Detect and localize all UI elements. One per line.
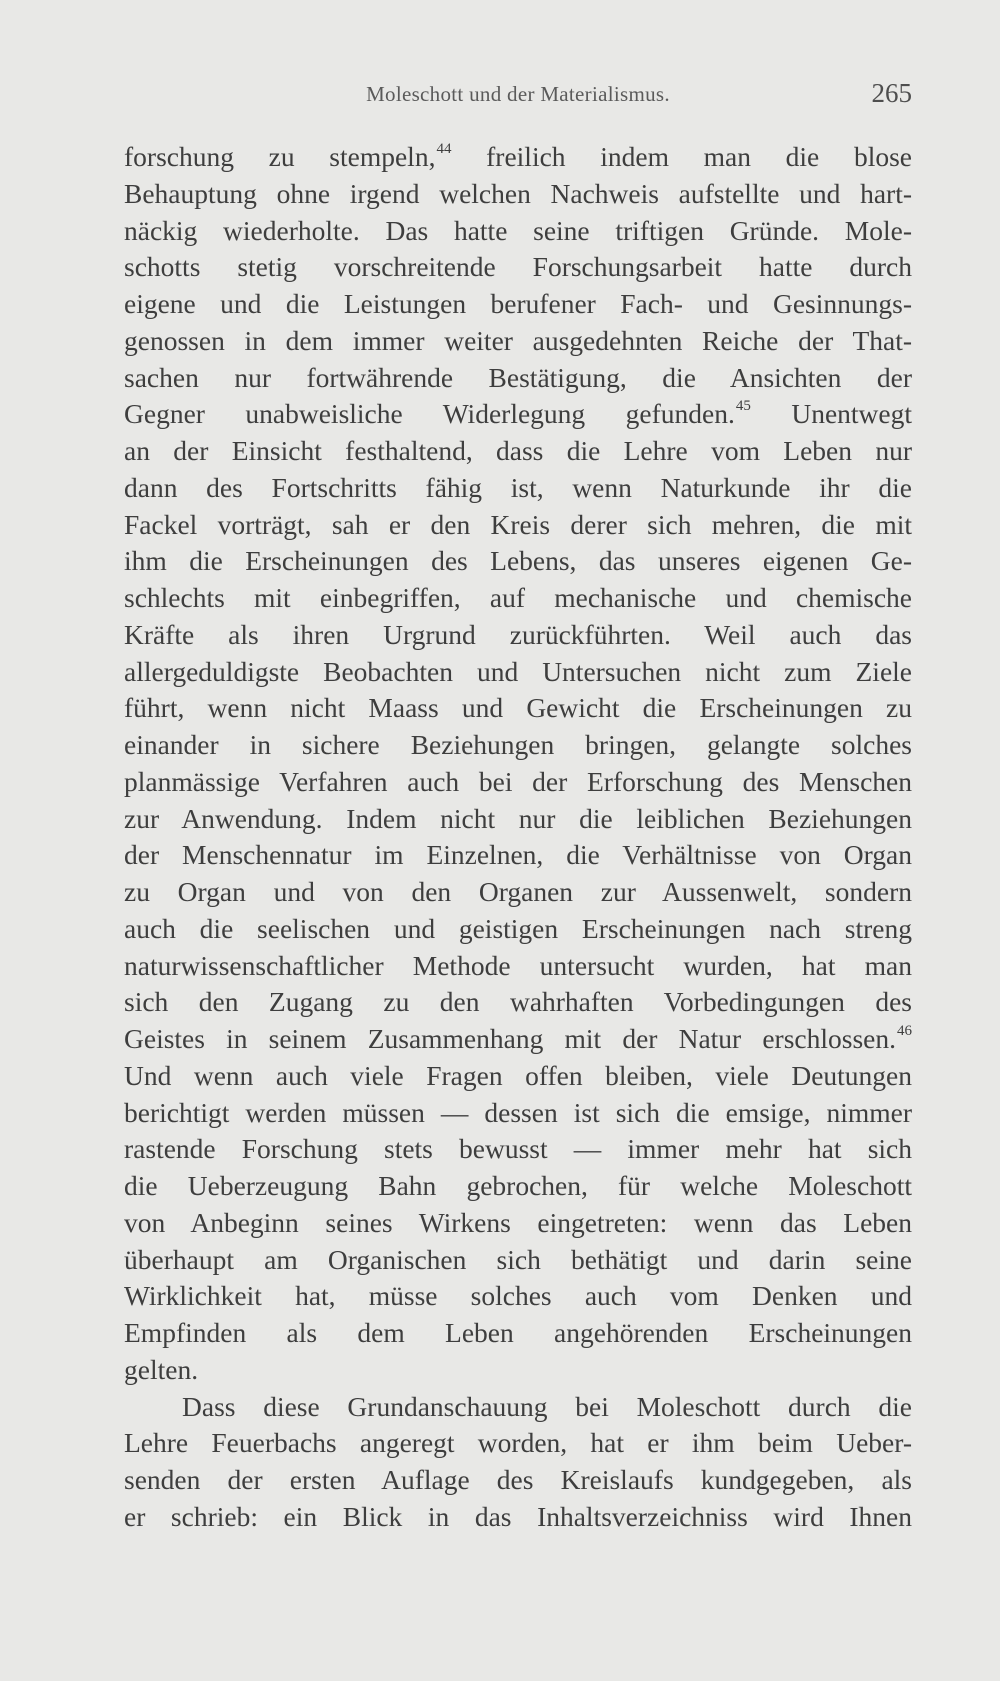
footnote-ref: 44 (436, 141, 452, 157)
text-line: schotts stetig vorschreitende Forschungsarbeit hatte durch (124, 251, 912, 283)
text-line: Fackel vorträgt, sah er den Kreis derer sich mehren, die mit (124, 508, 912, 540)
line-text: Gegner unabweisliche Widerlegung gefunden. (124, 398, 735, 430)
text-line: Behauptung ohne irgend welchen Nachweis aufstellte und hart- (124, 177, 912, 209)
line-text: Geistes in seinem Zusammenhang mit der Natur erschlossen. (124, 1023, 896, 1054)
text-line: sich den Zugang zu den wahrhaften Vorbedingungen des (124, 986, 912, 1018)
line-text: Unentwegt (791, 398, 912, 430)
footnote-ref: 45 (735, 398, 751, 415)
text-line (124, 396, 912, 433)
text-line: zur Anwendung. Indem nicht nur die leiblichen Beziehungen (124, 802, 912, 834)
line-text: freilich indem man die blose (486, 141, 912, 172)
running-head: Moleschott und der Materialismus. (366, 82, 670, 106)
text-line: an der Einsicht festhaltend, dass die Lehre vom Leben nur (124, 435, 912, 466)
text-line: allergeduldigste Beobachten und Untersuchen nicht zum Ziele (124, 655, 912, 687)
body-text (124, 139, 912, 1536)
text-line: gelten. (124, 1353, 199, 1385)
text-line: dann des Fortschritts fähig ist, wenn Naturkunde ihr die (124, 471, 912, 503)
text-line: genossen in dem immer weiter ausgedehnten Reiche der That- (124, 324, 912, 356)
text-line: von Anbeginn seines Wirkens eingetreten: wenn das Leben (124, 1206, 912, 1238)
text-line: auch die seelischen und geistigen Erscheinungen nach streng (124, 912, 912, 944)
text-line: Lehre Feuerbachs angeregt worden, hat er ihm beim Ueber- (124, 1427, 912, 1459)
text-line: Kräfte als ihren Urgrund zurückführten. Weil auch das (124, 618, 912, 650)
text-line: Und wenn auch viele Fragen offen bleiben, viele Deutungen (124, 1059, 912, 1091)
text-line: Dass diese Grundanschauung bei Moleschott durch die (182, 1390, 912, 1422)
text-line: näckig wiederholte. Das hatte seine triftigen Gründe. Mole- (124, 214, 912, 246)
text-line: sachen nur fortwährende Bestätigung, die Ansichten der (124, 361, 912, 393)
text-line: die Ueberzeugung Bahn gebrochen, für welche Moleschott (124, 1170, 912, 1201)
text-line: schlechts mit einbegriffen, auf mechanische und chemische (124, 582, 912, 613)
page-header (124, 76, 912, 116)
text-line: planmässige Verfahren auch bei der Erforschung des Menschen (124, 765, 912, 797)
page-number: 265 (871, 78, 912, 108)
text-line: Empfinden als dem Leben angehörenden Erscheinungen (124, 1317, 912, 1348)
text-line: einander in sichere Beziehungen bringen, gelangte solches (124, 729, 912, 760)
text-line: naturwissenschaftlicher Methode untersucht wurden, hat man (124, 949, 912, 981)
text-line: senden der ersten Auflage des Kreislaufs kundgegeben, als (124, 1464, 912, 1495)
line-text: forschung zu stempeln, (124, 141, 436, 172)
text-line: überhaupt am Organischen sich bethätigt und darin seine (124, 1243, 912, 1275)
text-line: eigene und die Leistungen berufener Fach- und Gesinnungs- (124, 288, 912, 319)
text-line: zu Organ und von den Organen zur Aussenwelt, sondern (124, 876, 912, 907)
text-line (124, 1021, 912, 1058)
text-line: er schrieb: ein Blick in das Inhaltsverzeichniss wird Ihnen (124, 1500, 912, 1532)
text-line: berichtigt werden müssen — dessen ist sich die emsige, nimmer (124, 1096, 912, 1128)
text-line: rastende Forschung stets bewusst — immer mehr hat sich (124, 1133, 912, 1165)
text-line: Wirklichkeit hat, müsse solches auch vom Denken und (124, 1280, 912, 1312)
text-line: der Menschennatur im Einzelnen, die Verhältnisse von Organ (124, 839, 912, 871)
footnote-ref: 46 (897, 1023, 912, 1039)
text-line: führt, wenn nicht Maass und Gewicht die Erscheinungen zu (124, 692, 912, 724)
text-line: ihm die Erscheinungen des Lebens, das unseres eigenen Ge- (124, 545, 912, 577)
text-line (124, 139, 912, 176)
